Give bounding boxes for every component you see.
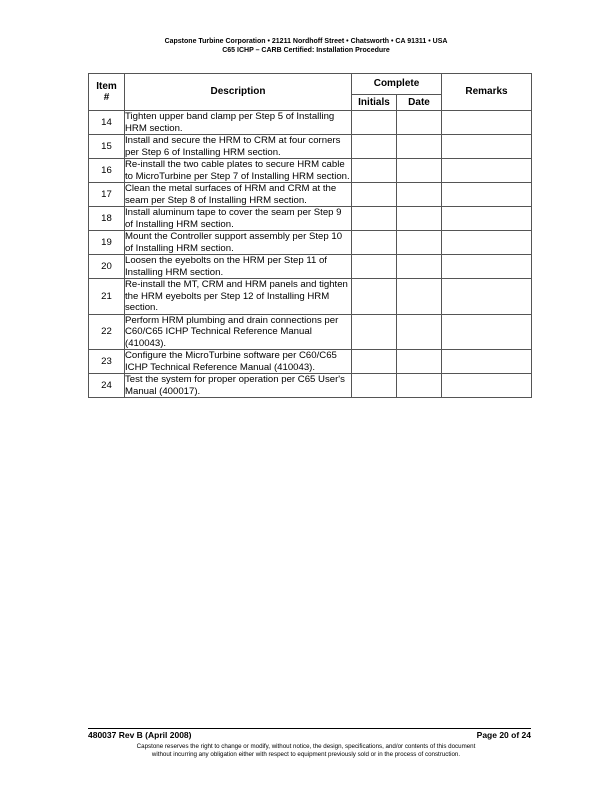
item-number: 21 xyxy=(89,279,125,315)
company-header: Capstone Turbine Corporation • 21211 Nordhoff Street • Chatsworth • CA 91311 • USA xyxy=(164,38,448,45)
item-number: 15 xyxy=(89,135,125,159)
step-description: Test the system for proper operation per C65 User's Manual (400017). xyxy=(125,374,352,398)
step-description: Re-install the two cable plates to secure HRM cable to MicroTurbine per Step 7 of Installing HRM section. xyxy=(125,159,350,182)
date-cell[interactable] xyxy=(397,255,442,279)
step-description: Re-install the MT, CRM and HRM panels and tighten the HRM eyebolts per Step 12 of Installing HRM section. xyxy=(125,279,352,315)
table-row xyxy=(89,255,532,279)
initials-cell[interactable] xyxy=(352,314,397,350)
document-revision: 480037 Rev B (April 2008) xyxy=(88,730,192,740)
remarks-cell[interactable] xyxy=(442,314,532,350)
disclaimer-line-2: without incurring any obligation either with respect to equipment previously sold or in the process of construction. xyxy=(151,751,461,758)
item-number: 14 xyxy=(89,111,125,135)
step-description: Install aluminum tape to cover the seam per Step 9 of Installing HRM section. xyxy=(125,207,352,231)
table-row xyxy=(89,111,532,135)
remarks-cell[interactable] xyxy=(442,279,532,315)
date-cell[interactable] xyxy=(397,183,442,207)
initials-cell[interactable] xyxy=(352,111,397,135)
procedure-checklist-table xyxy=(88,73,532,398)
table-row xyxy=(89,159,532,183)
page-number: Page 20 of 24 xyxy=(476,730,531,740)
step-description: Configure the MicroTurbine software per C60/C65 ICHP Technical Reference Manual (410043). xyxy=(125,350,352,374)
item-number: 24 xyxy=(89,374,125,398)
remarks-cell[interactable] xyxy=(442,159,532,183)
remarks-cell[interactable] xyxy=(442,135,532,159)
remarks-cell[interactable] xyxy=(442,350,532,374)
initials-cell[interactable] xyxy=(352,279,397,315)
date-cell[interactable] xyxy=(397,135,442,159)
table-row xyxy=(89,279,532,315)
table-row xyxy=(89,207,532,231)
footer-divider xyxy=(88,728,531,729)
table-row xyxy=(89,374,532,398)
remarks-cell[interactable] xyxy=(442,374,532,398)
remarks-header: Remarks xyxy=(442,74,532,111)
item-number: 17 xyxy=(89,183,125,207)
step-description: Clean the metal surfaces of HRM and CRM at the seam per Step 8 of Installing HRM section. xyxy=(125,183,352,207)
date-cell[interactable] xyxy=(397,279,442,315)
initials-cell[interactable] xyxy=(352,207,397,231)
document-title: C65 ICHP – CARB Certified: Installation Procedure xyxy=(222,47,390,54)
table-row xyxy=(89,135,532,159)
initials-cell[interactable] xyxy=(352,350,397,374)
item-number: 23 xyxy=(89,350,125,374)
item-number: 16 xyxy=(89,159,125,183)
remarks-cell[interactable] xyxy=(442,255,532,279)
step-description: Tighten upper band clamp per Step 5 of Installing HRM section. xyxy=(125,111,352,135)
step-description: Mount the Controller support assembly per Step 10 of Installing HRM section. xyxy=(125,231,352,255)
date-cell[interactable] xyxy=(397,207,442,231)
item-number: 20 xyxy=(89,255,125,279)
initials-header: Initials xyxy=(352,95,397,111)
remarks-cell[interactable] xyxy=(442,111,532,135)
date-cell[interactable] xyxy=(397,374,442,398)
initials-cell[interactable] xyxy=(352,374,397,398)
item-number: 18 xyxy=(89,207,125,231)
initials-cell[interactable] xyxy=(352,183,397,207)
step-description: Loosen the eyebolts on the HRM per Step 11 of Installing HRM section. xyxy=(125,255,352,279)
table-row xyxy=(89,183,532,207)
step-description: Perform HRM plumbing and drain connections per C60/C65 ICHP Technical Reference Manual (410043). xyxy=(125,314,352,350)
date-cell[interactable] xyxy=(397,111,442,135)
remarks-cell[interactable] xyxy=(442,207,532,231)
initials-cell[interactable] xyxy=(352,231,397,255)
date-cell[interactable] xyxy=(397,159,442,183)
initials-cell[interactable] xyxy=(352,135,397,159)
date-cell[interactable] xyxy=(397,231,442,255)
description-header: Description xyxy=(125,74,352,111)
initials-cell[interactable] xyxy=(352,159,397,183)
date-cell[interactable] xyxy=(397,350,442,374)
remarks-cell[interactable] xyxy=(442,183,532,207)
date-header: Date xyxy=(397,95,442,111)
date-cell[interactable] xyxy=(397,314,442,350)
table-row xyxy=(89,231,532,255)
item-number: 19 xyxy=(89,231,125,255)
item-number: 22 xyxy=(89,314,125,350)
step-description: Install and secure the HRM to CRM at four corners per Step 6 of Installing HRM section. xyxy=(125,135,352,159)
complete-header: Complete xyxy=(352,74,442,95)
item-number-header: Item # xyxy=(89,74,125,111)
disclaimer-line-1: Capstone reserves the right to change or modify, without notice, the design, specifications, and/or contents of this document xyxy=(136,743,476,750)
table-row xyxy=(89,350,532,374)
table-row xyxy=(89,314,532,350)
remarks-cell[interactable] xyxy=(442,231,532,255)
initials-cell[interactable] xyxy=(352,255,397,279)
